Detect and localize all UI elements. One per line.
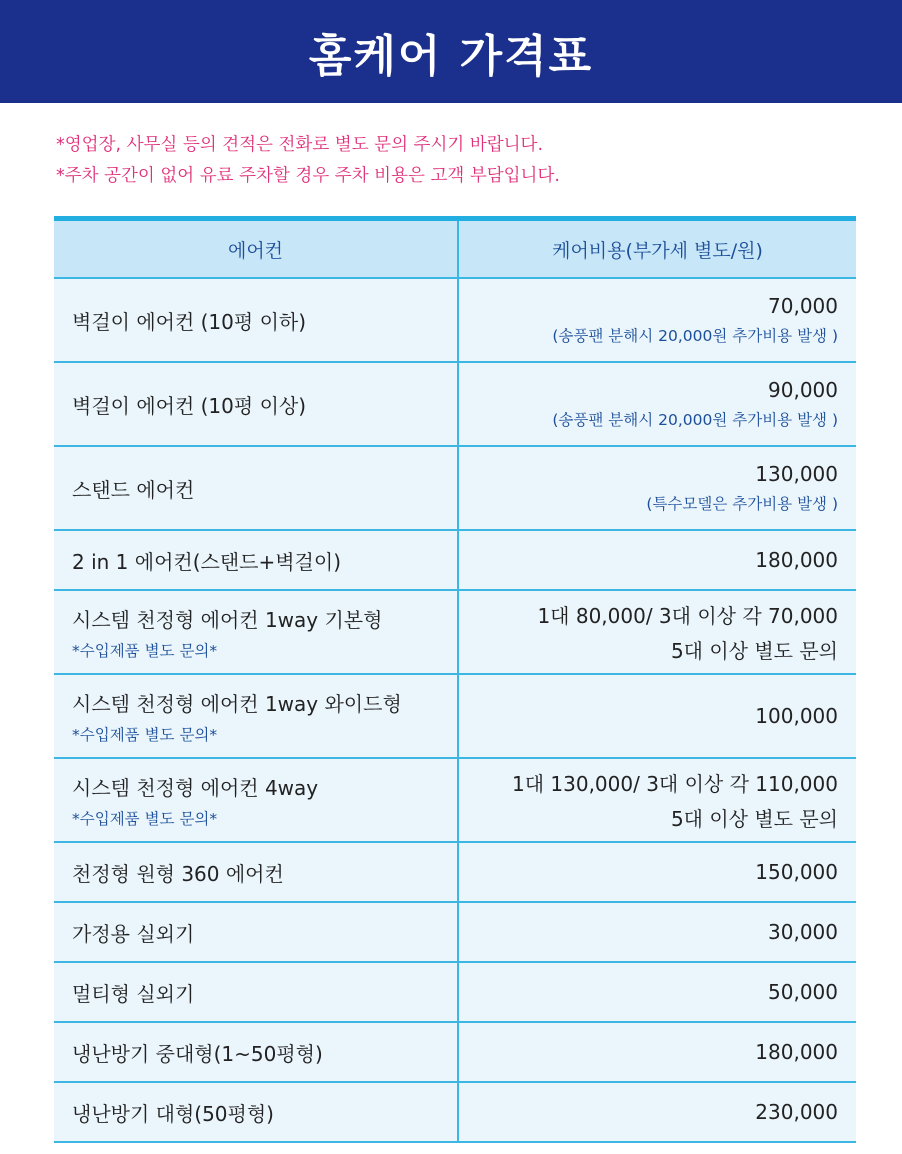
- table-row: [54, 962, 856, 1022]
- item-price: 50,000: [768, 980, 838, 1004]
- table-row: [54, 1022, 856, 1082]
- item-name: 멀티형 실외기: [72, 981, 195, 1006]
- import-note: *수입제품 별도 문의*: [72, 809, 218, 828]
- item-price: 100,000: [755, 704, 838, 728]
- item-name-cell: [54, 362, 458, 446]
- table-row: [54, 530, 856, 590]
- item-name: 시스템 천정형 에어컨 1way 기본형: [72, 607, 383, 632]
- table-row: [54, 362, 856, 446]
- item-price-cell: [458, 362, 856, 446]
- item-name-cell: [54, 962, 458, 1022]
- item-name: 벽걸이 에어컨 (10평 이상): [72, 393, 307, 418]
- item-price-line2: 5대 이상 별도 문의: [670, 639, 838, 663]
- item-price-cell: [458, 902, 856, 962]
- item-name-cell: [54, 842, 458, 902]
- import-note: *수입제품 별도 문의*: [72, 641, 218, 660]
- item-name-cell: [54, 758, 458, 842]
- table-row: [54, 1082, 856, 1142]
- price-note: (송풍팬 분해시 20,000원 추가비용 발생 ): [552, 327, 838, 345]
- item-price-cell: [458, 842, 856, 902]
- item-price: 70,000: [768, 294, 838, 318]
- item-price: 1대 80,000/ 3대 이상 각 70,000: [537, 604, 838, 628]
- table-row: [54, 758, 856, 842]
- table-row: [54, 446, 856, 530]
- price-table-container: [54, 216, 856, 1143]
- price-note: (특수모델은 추가비용 발생 ): [646, 495, 838, 513]
- notice-line: *주차 공간이 없어 유료 주차할 경우 주차 비용은 고객 부담입니다.: [56, 166, 560, 186]
- item-price-cell: [458, 962, 856, 1022]
- item-name-cell: [54, 902, 458, 962]
- notice-line: *영업장, 사무실 등의 견적은 전화로 별도 문의 주시기 바랍니다.: [56, 135, 544, 155]
- item-name-cell: [54, 446, 458, 530]
- item-price-line2: 5대 이상 별도 문의: [670, 807, 838, 831]
- item-name: 벽걸이 에어컨 (10평 이하): [72, 309, 307, 334]
- item-name: 냉난방기 중대형(1~50평형): [72, 1041, 323, 1066]
- price-note: (송풍팬 분해시 20,000원 추가비용 발생 ): [552, 411, 838, 429]
- table-row: [54, 902, 856, 962]
- table-header-row: [54, 221, 856, 278]
- item-name-cell: [54, 674, 458, 758]
- item-price-cell: [458, 446, 856, 530]
- item-price: 30,000: [768, 920, 838, 944]
- item-price: 180,000: [755, 548, 838, 572]
- item-name: 시스템 천정형 에어컨 4way: [72, 775, 319, 800]
- table-row: [54, 674, 856, 758]
- item-price: 90,000: [768, 378, 838, 402]
- item-name-cell: [54, 278, 458, 362]
- item-name-cell: [54, 1082, 458, 1142]
- item-price: 180,000: [755, 1040, 838, 1064]
- page-title: 홈케어 가격표: [308, 30, 594, 82]
- item-price-cell: [458, 758, 856, 842]
- item-name: 가정용 실외기: [72, 921, 195, 946]
- notice-block: [56, 130, 560, 192]
- item-name-cell: [54, 1022, 458, 1082]
- column-header-cost: 케어비용(부가세 별도/원): [458, 221, 856, 278]
- item-price-cell: [458, 530, 856, 590]
- item-price-cell: [458, 590, 856, 674]
- item-price: 1대 130,000/ 3대 이상 각 110,000: [512, 772, 838, 796]
- item-price-cell: [458, 278, 856, 362]
- item-price: 150,000: [755, 860, 838, 884]
- item-name: 2 in 1 에어컨(스탠드+벽걸이): [72, 549, 341, 574]
- column-header-aircon: 에어컨: [54, 221, 458, 278]
- item-price-cell: [458, 1082, 856, 1142]
- price-table: [54, 221, 856, 1143]
- table-row: [54, 278, 856, 362]
- item-name: 냉난방기 대형(50평형): [72, 1101, 274, 1126]
- item-name-cell: [54, 590, 458, 674]
- item-name: 시스템 천정형 에어컨 1way 와이드형: [72, 691, 402, 716]
- title-banner: [0, 0, 902, 103]
- table-row: [54, 590, 856, 674]
- item-name-cell: [54, 530, 458, 590]
- item-price: 230,000: [755, 1100, 838, 1124]
- item-price: 130,000: [755, 462, 838, 486]
- item-name: 스탠드 에어컨: [72, 477, 195, 502]
- item-name: 천정형 원형 360 에어컨: [72, 861, 284, 886]
- item-price-cell: [458, 1022, 856, 1082]
- item-price-cell: [458, 674, 856, 758]
- table-row: [54, 842, 856, 902]
- import-note: *수입제품 별도 문의*: [72, 725, 218, 744]
